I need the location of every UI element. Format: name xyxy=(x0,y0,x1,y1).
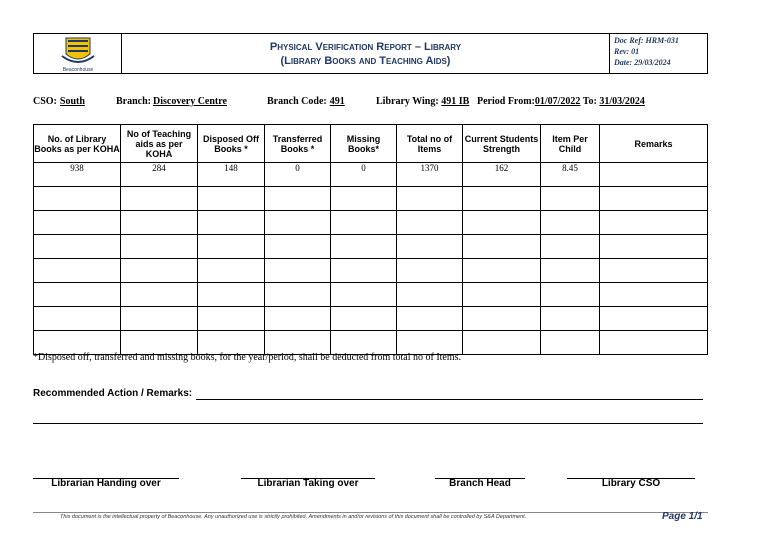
table-row xyxy=(34,331,708,355)
period-to-value: 31/03/2024 xyxy=(599,96,645,107)
report-title xyxy=(122,34,610,73)
period-from-label: Period From: xyxy=(477,96,535,107)
title-line-1: Physical Verification Report – Library xyxy=(269,41,462,53)
sig-branch-head: Branch Head xyxy=(449,478,511,489)
footer-divider xyxy=(33,512,708,513)
col-students-strength: Current Students Strength xyxy=(463,125,541,163)
library-wing-label: Library Wing: xyxy=(376,96,439,107)
doc-ref: Doc Ref: HRM-031 xyxy=(614,36,679,45)
remarks-line-1 xyxy=(196,399,703,400)
col-item-per-child: Item Per Child xyxy=(541,125,600,163)
col-remarks: Remarks xyxy=(600,125,708,163)
cell-library-books: 938 xyxy=(34,163,121,187)
branch-label: Branch: xyxy=(116,96,151,107)
table-row xyxy=(34,235,708,259)
table-row xyxy=(34,283,708,307)
table-row xyxy=(34,307,708,331)
col-library-books: No. of Library Books as per KOHA xyxy=(34,125,121,163)
remarks-line-2 xyxy=(33,423,703,424)
cell-transferred-books: 0 xyxy=(265,163,331,187)
branch-code-field xyxy=(267,96,345,107)
deduction-note: *Disposed off, transferred and missing books, for the year/period, shall be deducted from total no of Items. xyxy=(33,352,462,363)
footer-disclaimer: This document is the intellectual property of Beaconhouse. Any unauthorized use is strictly prohibited. Amendments in and/or revisions of this document shall be controlled by S&A Department. xyxy=(60,514,527,520)
recommended-label: Recommended Action / Remarks: xyxy=(33,388,193,399)
verification-table xyxy=(33,124,708,355)
beaconhouse-logo xyxy=(34,34,122,73)
period-from-value: 01/07/2022 xyxy=(534,96,581,107)
table-row xyxy=(34,163,708,187)
library-wing-field xyxy=(376,96,469,107)
cell-disposed-books: 148 xyxy=(198,163,265,187)
cso-field xyxy=(33,96,101,107)
sig-librarian-handing: Librarian Handing over xyxy=(51,478,161,489)
table-row xyxy=(34,259,708,283)
col-transferred-books: Transferred Books * xyxy=(265,125,331,163)
col-missing-books: Missing Books* xyxy=(331,125,397,163)
cell-missing-books: 0 xyxy=(331,163,397,187)
page-number: Page 1/1 xyxy=(662,511,703,522)
cell-item-per-child: 8.45 xyxy=(541,163,600,187)
period-field xyxy=(477,96,695,107)
cell-students-strength: 162 xyxy=(463,163,541,187)
table-row xyxy=(34,187,708,211)
doc-date: Date: 29/03/2024 xyxy=(614,58,671,67)
col-disposed-books: Disposed Off Books * xyxy=(198,125,265,163)
cso-value: South xyxy=(59,96,85,107)
table-header-row xyxy=(34,125,708,163)
branch-code-value: 491 xyxy=(329,96,345,107)
cell-teaching-aids: 284 xyxy=(121,163,198,187)
logo-text: Beaconhouse xyxy=(62,67,94,73)
document-header xyxy=(33,33,708,74)
sig-library-cso: Library CSO xyxy=(601,478,661,489)
title-line-2: (Library Books and Teaching Aids) xyxy=(280,55,451,67)
branch-code-label: Branch Code: xyxy=(267,96,327,107)
branch-field xyxy=(116,96,227,107)
cell-remarks xyxy=(600,163,708,187)
cso-label: CSO: xyxy=(33,96,57,107)
sig-librarian-taking: Librarian Taking over xyxy=(257,478,359,489)
col-teaching-aids: No of Teaching aids as per KOHA xyxy=(121,125,198,163)
doc-reference xyxy=(611,35,710,68)
library-wing-value: 491 IB xyxy=(441,96,470,107)
branch-value: Discovery Centre xyxy=(153,96,227,107)
col-total-items: Total no of Items xyxy=(397,125,463,163)
period-to-label: To: xyxy=(582,96,597,107)
cell-total-items: 1370 xyxy=(397,163,463,187)
doc-rev: Rev: 01 xyxy=(614,47,640,56)
table-row xyxy=(34,211,708,235)
